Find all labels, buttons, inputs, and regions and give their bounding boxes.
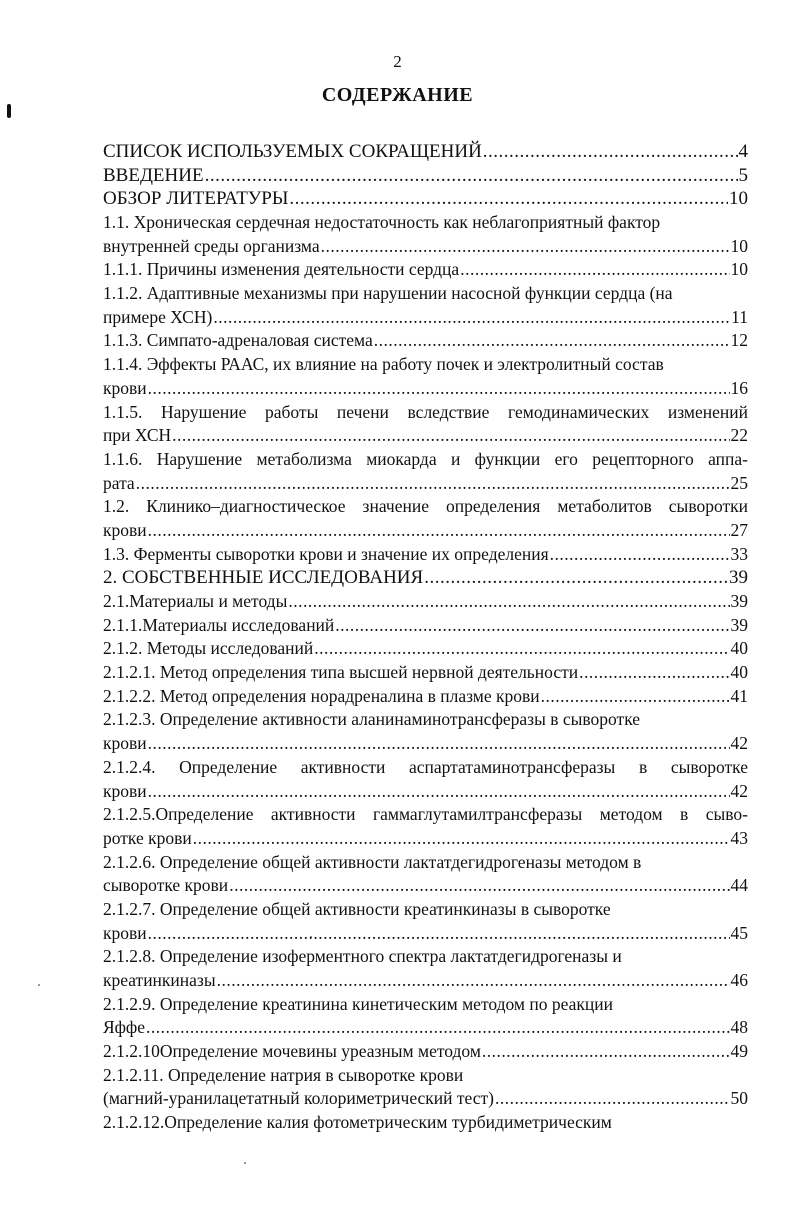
- toc-line: [103, 756, 748, 780]
- toc-entry-text: крови: [103, 922, 147, 943]
- toc-line: [103, 637, 748, 661]
- dot-leader: [229, 874, 729, 898]
- toc-entry-text: сыворотке крови: [103, 875, 229, 896]
- page-number: 2: [393, 52, 402, 71]
- toc-page-number: 43: [730, 827, 748, 848]
- toc-entry-text: при ХСН: [103, 425, 172, 446]
- toc-page-number: 11: [731, 306, 748, 327]
- toc-entry-text: крови: [103, 519, 147, 540]
- toc-page-number: 39: [730, 591, 748, 612]
- toc-line: [103, 164, 748, 188]
- scan-speck: [244, 1162, 246, 1164]
- toc-page-number: 39: [729, 567, 748, 589]
- toc-line: [103, 330, 748, 354]
- toc-page-number: 45: [730, 922, 748, 943]
- dot-leader: [148, 732, 730, 756]
- toc-page-number: 39: [730, 614, 748, 635]
- toc-line: [103, 140, 748, 164]
- toc-line: [103, 1064, 748, 1088]
- toc-line: [103, 732, 748, 756]
- toc-entry-text: 2.1.Материалы и методы: [103, 591, 288, 612]
- toc-line: [103, 709, 748, 733]
- toc-page-number: 27: [730, 519, 748, 540]
- dot-leader: [172, 424, 729, 448]
- page-title: СОДЕРЖАНИЕ: [321, 84, 474, 106]
- toc-entry-text: 2.1.2. Методы исследований: [103, 638, 314, 659]
- toc-entry-text: (магний-уранилацетатный колориметрический тест): [103, 1088, 494, 1109]
- toc-entry-text: ОБЗОР ЛИТЕРАТУРЫ: [103, 188, 289, 210]
- toc-line: [103, 519, 748, 543]
- dot-leader: [148, 519, 730, 543]
- toc-page-number: 42: [730, 780, 748, 801]
- toc-page-number: 5: [738, 164, 748, 186]
- toc-line: [103, 685, 748, 709]
- toc-line: [103, 472, 748, 496]
- toc-entry-text: крови: [103, 733, 147, 754]
- toc-page-number: 49: [730, 1041, 748, 1062]
- toc-line: [103, 874, 748, 898]
- toc-line: [103, 922, 748, 946]
- dot-leader: [335, 614, 729, 638]
- dot-leader: [193, 827, 730, 851]
- toc-page-number: 10: [730, 235, 748, 256]
- dot-leader: [550, 543, 730, 567]
- toc-line: [103, 543, 748, 567]
- toc-entry-text: ВВЕДЕНИЕ: [103, 164, 204, 186]
- toc-line: [103, 448, 748, 472]
- scan-speck: [38, 984, 40, 986]
- toc-entry-text: 2.1.2.9. Определение креатинина кинетическим методом по реакции: [103, 993, 613, 1014]
- toc-line: [103, 1016, 748, 1040]
- margin-mark: [7, 104, 11, 118]
- toc-line: [103, 377, 748, 401]
- toc-entry-text: 1.1.1. Причины изменения деятельности сердца: [103, 259, 460, 280]
- toc-entry-text: 2.1.2.2. Метод определения норадреналина в плазме крови: [103, 685, 540, 706]
- toc-line: [103, 1088, 748, 1112]
- toc-entry-text: 1.1.4. Эффекты РААС, их влияние на работу почек и электролитный состав: [103, 354, 664, 375]
- dot-leader: [146, 1016, 729, 1040]
- toc-line: [103, 803, 748, 827]
- dot-leader: [321, 235, 730, 259]
- toc-page-number: 12: [730, 330, 748, 351]
- toc-line: [103, 566, 748, 590]
- toc-page-number: 42: [730, 733, 748, 754]
- dot-leader: [217, 969, 730, 993]
- toc-page-number: 16: [730, 377, 748, 398]
- toc-entry-text: Яффе: [103, 1017, 146, 1038]
- toc-line: [103, 780, 748, 804]
- toc-entry-text: 2.1.2.1. Метод определения типа высшей нервной деятельности: [103, 662, 579, 683]
- toc-entry-text: крови: [103, 780, 147, 801]
- dot-leader: [136, 472, 730, 496]
- toc-entry-text: внутренней среды организма: [103, 235, 320, 256]
- toc-line: [103, 969, 748, 993]
- dot-leader: [148, 780, 730, 804]
- toc-entry-text: примере ХСН): [103, 306, 213, 327]
- toc-entry-text: 2.1.2.10Определение мочевины уреазным методом: [103, 1041, 481, 1062]
- toc-entry-text: 1.1.6. Нарушение метаболизма миокарда и функции его рецепторного аппа-: [103, 448, 748, 469]
- toc-entry-text: 2.1.2.5.Определение активности гаммаглутамилтрансферазы методом в сыво-: [103, 804, 748, 825]
- toc-entry-text: 2.1.2.4. Определение активности аспартатаминотрансферазы в сыворотке: [103, 756, 748, 777]
- toc-line: [103, 353, 748, 377]
- toc-entry-text: СПИСОК ИСПОЛЬЗУЕМЫХ СОКРАЩЕНИЙ: [103, 140, 482, 162]
- dot-leader: [148, 922, 730, 946]
- toc-page-number: 46: [730, 970, 748, 991]
- toc-line: [103, 993, 748, 1017]
- dot-leader: [289, 187, 728, 211]
- toc-entry-text: 1.2. Клинико–диагностическое значение определения метаболитов сыворотки: [103, 496, 748, 517]
- toc-page-number: 22: [730, 425, 748, 446]
- toc-line: [103, 401, 748, 425]
- toc-entry-text: 1.1.5. Нарушение работы печени вследствие гемодинамических изменений: [103, 401, 748, 422]
- toc-entry-text: 1.3. Ферменты сыворотки крови и значение их определения: [103, 543, 549, 564]
- toc-line: [103, 306, 748, 330]
- table-of-contents: [103, 140, 748, 1135]
- toc-line: [103, 495, 748, 519]
- toc-line: [103, 590, 748, 614]
- toc-line: [103, 1040, 748, 1064]
- toc-entry-text: крови: [103, 377, 147, 398]
- toc-line: [103, 827, 748, 851]
- toc-line: [103, 235, 748, 259]
- toc-entry-text: 2.1.2.7. Определение общей активности креатинкиназы в сыворотке: [103, 898, 611, 919]
- dot-leader: [495, 1088, 730, 1112]
- dot-leader: [482, 1040, 730, 1064]
- dot-leader: [424, 566, 728, 590]
- toc-entry-text: креатинкиназы: [103, 970, 216, 991]
- toc-entry-text: 2.1.2.6. Определение общей активности лактатдегидрогеназы методом в: [103, 851, 642, 872]
- toc-entry-text: рата: [103, 472, 135, 493]
- toc-entry-text: 2.1.2.11. Определение натрия в сыворотке крови: [103, 1064, 464, 1085]
- dot-leader: [288, 590, 729, 614]
- toc-page-number: 33: [730, 543, 748, 564]
- toc-page-number: 50: [730, 1088, 748, 1109]
- toc-line: [103, 282, 748, 306]
- toc-entry-text: 2.1.1.Материалы исследований: [103, 614, 335, 635]
- toc-page-number: 40: [730, 638, 748, 659]
- toc-entry-text: 1.1. Хроническая сердечная недостаточность как неблагоприятный фактор: [103, 212, 661, 233]
- dot-leader: [314, 637, 729, 661]
- toc-page-number: 10: [730, 259, 748, 280]
- toc-entry-text: 1.1.3. Симпато-адреналовая система: [103, 330, 373, 351]
- dot-leader: [483, 140, 738, 164]
- toc-entry-text: 2. СОБСТВЕННЫЕ ИССЛЕДОВАНИЯ: [103, 567, 424, 589]
- dot-leader: [460, 258, 729, 282]
- toc-page-number: 44: [730, 875, 748, 896]
- dot-leader: [579, 661, 729, 685]
- toc-page-number: 10: [729, 188, 748, 210]
- dot-leader: [213, 306, 730, 330]
- toc-entry-text: 2.1.2.8. Определение изоферментного спектра лактатдегидрогеназы и: [103, 946, 622, 967]
- dot-leader: [541, 685, 730, 709]
- toc-page-number: 48: [730, 1017, 748, 1038]
- toc-line: [103, 614, 748, 638]
- toc-page-number: 4: [738, 140, 748, 162]
- dot-leader: [148, 377, 730, 401]
- toc-line: [103, 851, 748, 875]
- dot-leader: [374, 330, 730, 354]
- toc-entry-text: ротке крови: [103, 827, 192, 848]
- toc-line: [103, 945, 748, 969]
- toc-entry-text: 2.1.2.12.Определение калия фотометрическим турбидиметрическим: [103, 1112, 612, 1133]
- dot-leader: [205, 164, 738, 188]
- toc-line: [103, 211, 748, 235]
- toc-line: [103, 1111, 748, 1135]
- toc-page-number: 40: [730, 662, 748, 683]
- toc-line: [103, 424, 748, 448]
- toc-entry-text: 2.1.2.3. Определение активности аланинаминотрансферазы в сыворотке: [103, 709, 641, 730]
- toc-line: [103, 661, 748, 685]
- toc-page-number: 25: [730, 472, 748, 493]
- toc-line: [103, 898, 748, 922]
- toc-line: [103, 258, 748, 282]
- toc-entry-text: 1.1.2. Адаптивные механизмы при нарушении насосной функции сердца (на: [103, 283, 673, 304]
- toc-page-number: 41: [730, 685, 748, 706]
- toc-line: [103, 187, 748, 211]
